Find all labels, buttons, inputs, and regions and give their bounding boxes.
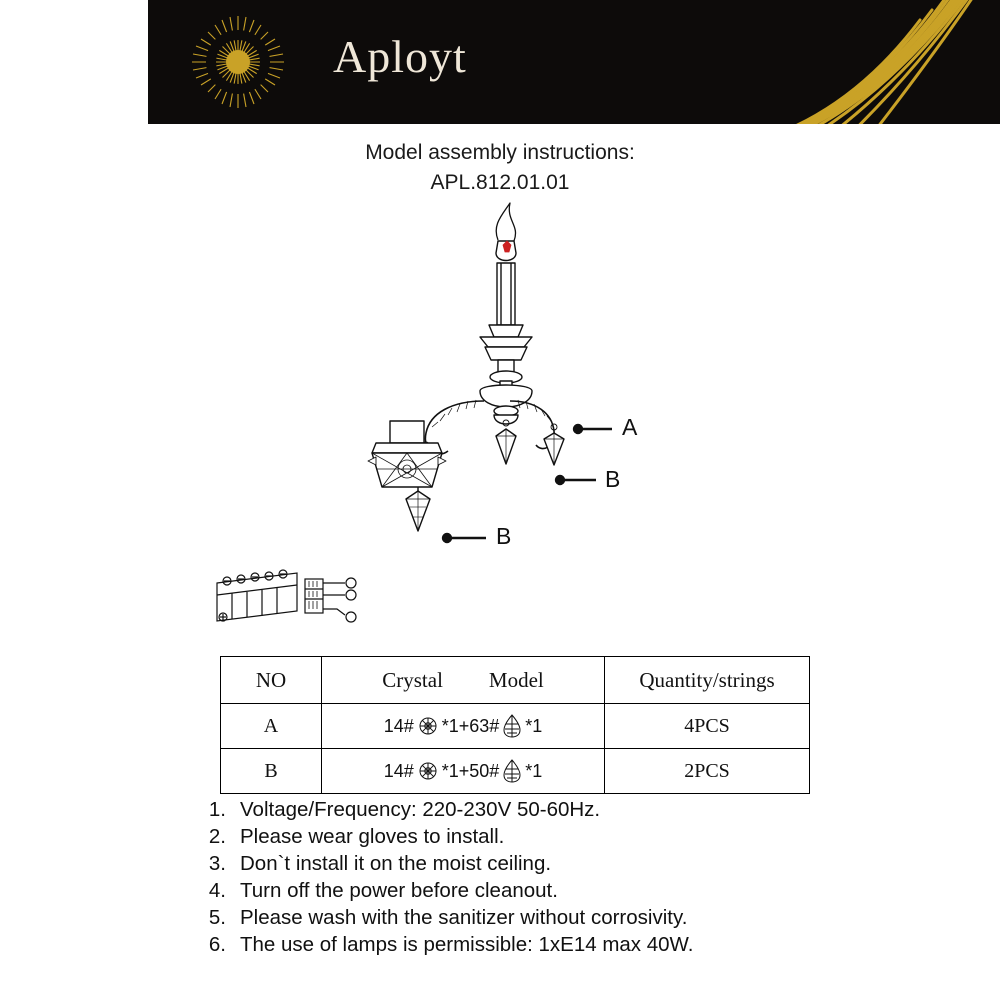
list-item [196, 904, 976, 931]
gold-fan-rays-icon [620, 0, 1000, 124]
list-item [196, 877, 976, 904]
row-b-crystal [322, 749, 605, 794]
header-banner [148, 0, 1000, 124]
table-row [221, 749, 810, 794]
callout-label-b-lower: B [496, 523, 512, 549]
header-no: NO [221, 657, 322, 704]
note-number: 5. [208, 906, 226, 929]
note-number: 1. [208, 798, 226, 821]
row-b-drop-count: *1 [525, 760, 543, 781]
row-b-bead-count: *1+50# [441, 760, 500, 781]
note-number: 2. [208, 825, 226, 848]
list-item [196, 850, 976, 877]
row-b-quantity: 2PCS [605, 749, 810, 794]
round-crystal-bead-icon [417, 760, 439, 782]
note-text: Please wear gloves to install. [240, 825, 505, 848]
note-text: The use of lamps is permissible: 1xE14 max 40W. [240, 933, 694, 956]
header-crystal-model [322, 657, 605, 704]
header-crystal: Crystal [382, 667, 443, 692]
title-line-2: APL.812.01.01 [430, 171, 570, 194]
header-model: Model [488, 667, 544, 692]
list-item [196, 931, 976, 958]
table-header-row [221, 657, 810, 704]
row-a-bead-size: 14# [383, 715, 414, 736]
brand-wordmark: Aployt [333, 31, 467, 82]
teardrop-crystal-icon [502, 713, 522, 739]
callout-label-b-middle: B [605, 466, 621, 492]
callout-label-a: A [622, 414, 638, 440]
instruction-notes [196, 796, 976, 958]
row-a-no: A [221, 704, 322, 749]
wall-sconce-candle-lamp-icon [180, 195, 700, 585]
round-crystal-bead-icon [417, 715, 439, 737]
list-item [196, 823, 976, 850]
note-text: Turn off the power before cleanout. [240, 879, 558, 902]
sunburst-logo-icon [188, 12, 288, 112]
row-a-quantity: 4PCS [605, 704, 810, 749]
row-a-drop-count: *1 [525, 715, 543, 736]
page-title [0, 138, 1000, 198]
table-row [221, 704, 810, 749]
note-number: 3. [208, 852, 226, 875]
note-number: 4. [208, 879, 226, 902]
header-quantity: Quantity/strings [605, 657, 810, 704]
note-text: Please wash with the sanitizer without corrosivity. [240, 906, 688, 929]
note-number: 6. [208, 933, 226, 956]
terminal-block-wiring-icon [205, 565, 395, 640]
list-item [196, 796, 976, 823]
row-b-bead-size: 14# [383, 760, 414, 781]
row-a-crystal [322, 704, 605, 749]
row-b-no: B [221, 749, 322, 794]
teardrop-crystal-icon [502, 758, 522, 784]
note-text: Voltage/Frequency: 220-230V 50-60Hz. [240, 798, 601, 821]
parts-table [220, 656, 810, 794]
note-text: Don`t install it on the moist ceiling. [240, 852, 552, 875]
title-line-1: Model assembly instructions: [365, 141, 635, 164]
row-a-bead-count: *1+63# [441, 715, 500, 736]
